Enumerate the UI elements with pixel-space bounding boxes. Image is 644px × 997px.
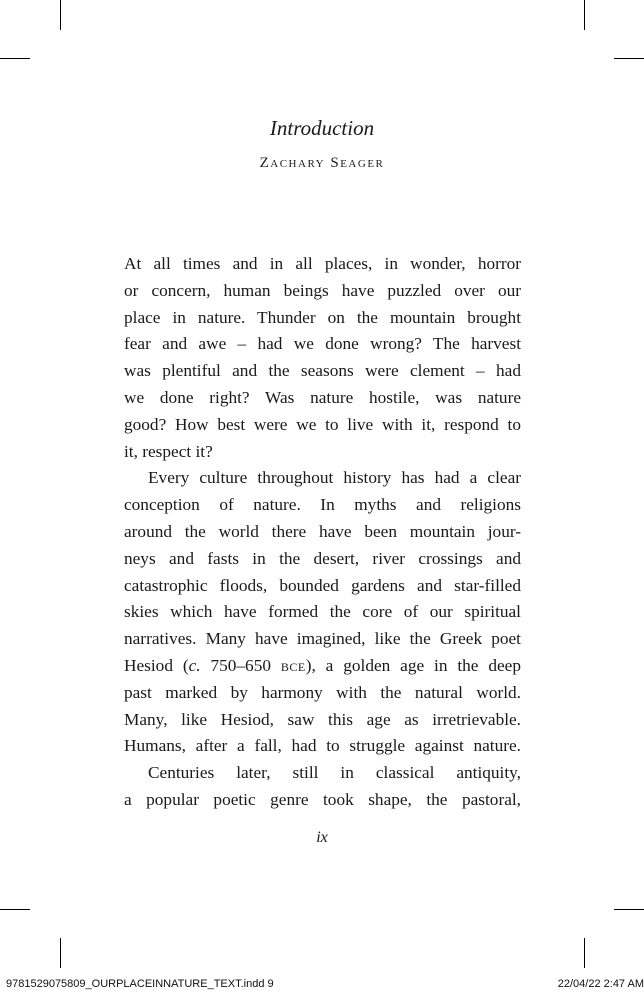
text-line: a popular poetic genre took shape, the pastoral, [124,789,521,809]
text-line: was plentiful and the seasons were clement – had [124,361,521,381]
crop-mark-top-left [60,0,61,30]
text-line: it, respect it? [124,441,213,461]
text-line: catastrophic floods, bounded gardens and star-filled [124,575,521,595]
text-line: At all times and in all places, in wonder, horror [124,254,521,273]
text-span: ), a golden age in the deep [305,655,521,675]
page-number: ix [316,829,328,846]
text-line: conception of nature. In myths and religions [124,495,521,515]
text-line [124,653,521,680]
era-abbreviation: bce [280,655,306,675]
text-line: Many, like Hesiod, saw this age as irretrievable. [124,709,521,729]
body-text [124,251,521,814]
text-line: good? How best were we to live with it, respond to [124,414,521,434]
chapter-title: Introduction [269,116,375,140]
circa-abbreviation: c. [188,655,201,675]
text-line: Centuries later, still in classical antiquity, [148,763,521,783]
crop-mark-bottom-right [584,938,585,968]
text-span: 750–650 [200,655,281,675]
text-line: past marked by harmony with the natural world. [124,682,521,702]
paragraph [124,251,521,465]
slug-filename: 9781529075809_OURPLACEINNATURE_TEXT.indd 9 [6,978,274,990]
text-line: Every culture throughout history has had a clear [148,468,521,488]
crop-mark-top-right [584,0,585,30]
text-line: skies which have formed the core of our spiritual [124,602,521,622]
text-line: fear and awe – had we done wrong? The harvest [124,334,521,354]
crop-mark-top-left-h [0,58,30,59]
text-span: Hesiod ( [124,655,189,675]
text-line: or concern, human beings have puzzled over our [124,280,521,300]
text-line: we done right? Was nature hostile, was nature [124,387,521,407]
crop-mark-bottom-left-h [0,909,30,910]
text-line: neys and fasts in the desert, river crossings and [124,548,521,568]
text-line: place in nature. Thunder on the mountain brought [124,307,521,327]
crop-mark-bottom-left [60,938,61,968]
paragraph [124,760,521,814]
author-name: Zachary Seager [259,155,385,171]
text-line: narratives. Many have imagined, like the Greek poet [124,629,521,649]
text-line: around the world there have been mountain jour- [124,521,521,541]
slug-timestamp: 22/04/22 2:47 AM [557,978,644,990]
paragraph [124,465,521,760]
text-line: Humans, after a fall, had to struggle against nature. [124,736,521,756]
crop-mark-top-right-h [614,58,644,59]
crop-mark-bottom-right-h [614,909,644,910]
